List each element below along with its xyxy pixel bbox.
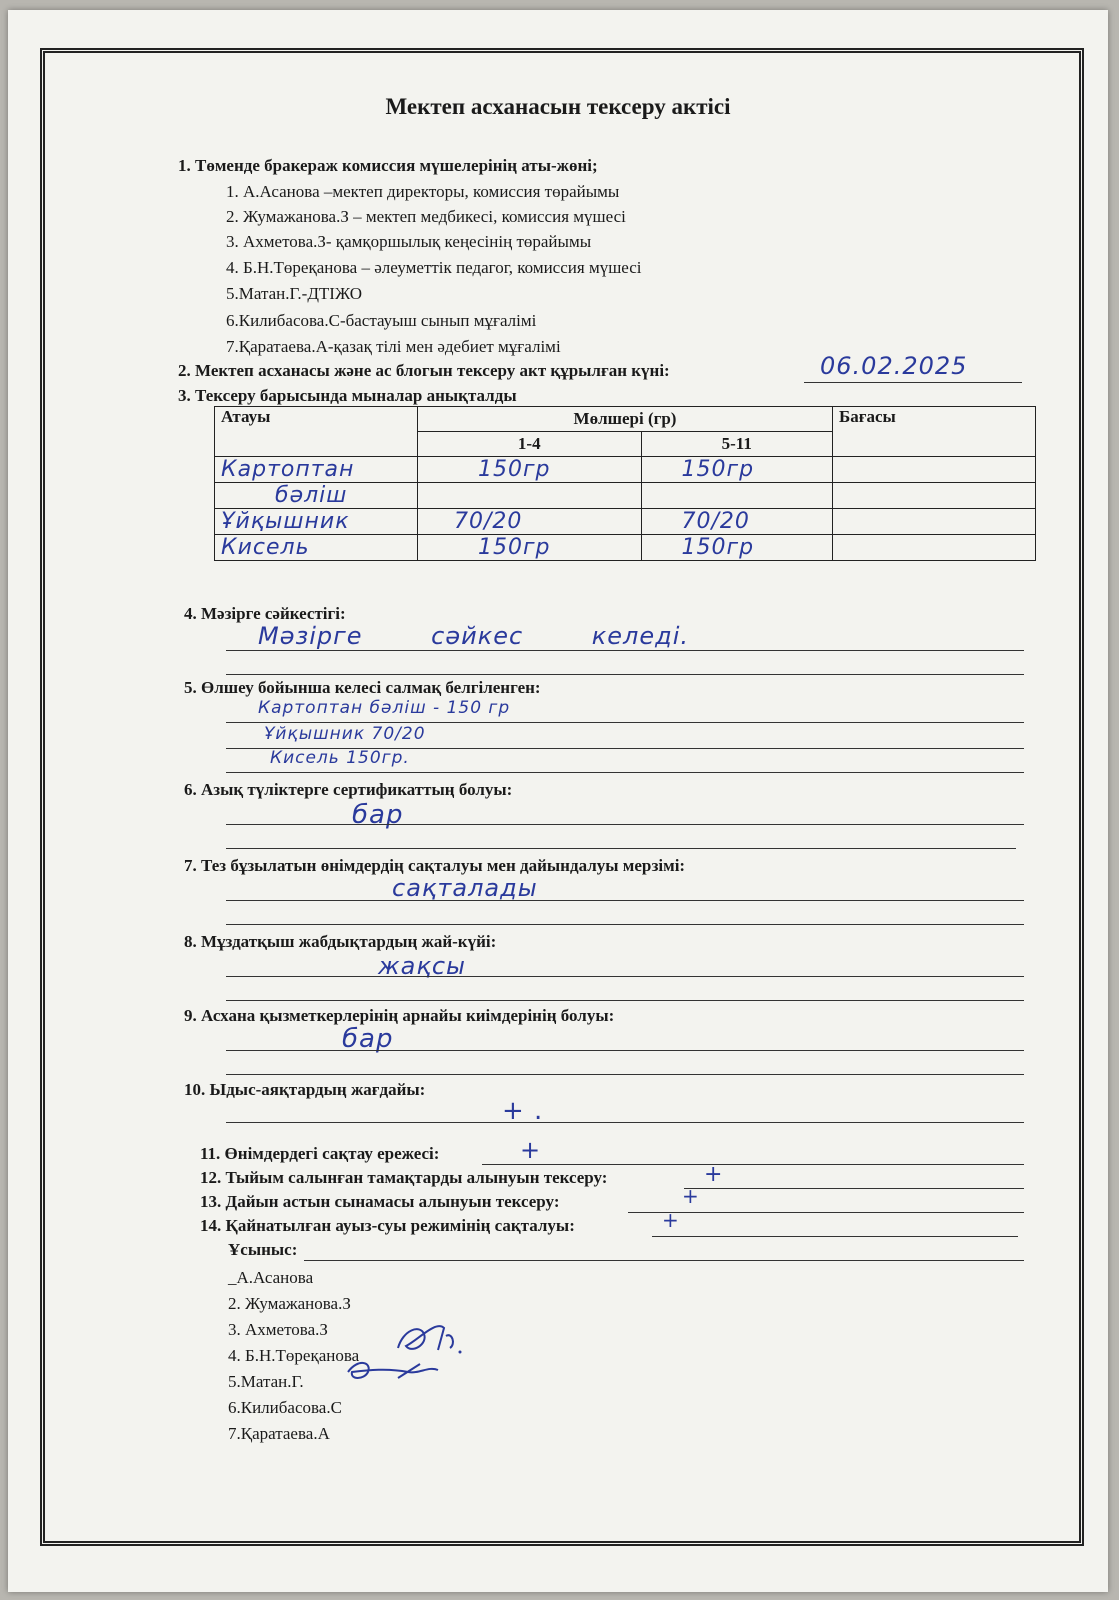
answer-rule — [226, 674, 1024, 675]
cell-price — [833, 535, 1036, 561]
answer-rule — [652, 1236, 1018, 1237]
check-13-label: 13. Дайын астын сынамасы алынуын тексеру: — [200, 1192, 560, 1211]
answer-rule — [226, 772, 1024, 773]
handwritten-check: + — [520, 1136, 542, 1164]
cell-5-11: 70/20 — [641, 509, 832, 535]
member-item: 4. Б.Н.Төреқанова – әлеуметтік педагог, комиссия мүшесі — [226, 258, 642, 277]
answer-rule — [226, 1122, 1024, 1123]
page-title: Мектеп асханасын тексеру актісі — [385, 94, 731, 119]
signature-name: _А.Асанова — [228, 1268, 314, 1287]
section9-label: 9. Асхана қызметкерлерінің арнайы киімдерінің болуы: — [184, 1006, 615, 1025]
answer-rule — [226, 1000, 1024, 1001]
member-item: 2. Жумажанова.З – мектеп медбикесі, комиссия мүшесі — [226, 207, 626, 226]
section8-label: 8. Мұздатқыш жабдықтардың жай-күйі: — [184, 932, 497, 951]
section3-label: 3. Тексеру барысында мыналар анықталды — [178, 386, 517, 405]
table-row — [215, 483, 1036, 509]
section10-label: 10. Ыдыс-аяқтардың жағдайы: — [184, 1080, 426, 1099]
answer-rule — [226, 1074, 1024, 1075]
signature-name: 7.Қаратаева.А — [228, 1424, 330, 1443]
section4-label: 4. Мәзірге сәйкестігі: — [184, 604, 346, 623]
member-item: 1. А.Асанова –мектеп директоры, комиссия төрайымы — [226, 182, 620, 201]
cell-name: Картоптан — [215, 457, 418, 483]
handwritten-weight: Ұйқышник 70/20 — [264, 724, 426, 744]
document-sheet — [8, 10, 1108, 1592]
cell-price — [833, 457, 1036, 483]
cell-1-4: 70/20 — [418, 509, 642, 535]
answer-rule — [226, 722, 1024, 723]
answer-rule — [304, 1260, 1024, 1261]
handwritten-answer: Мәзірге сәйкес келеді. — [258, 622, 690, 650]
date-rule — [804, 382, 1022, 383]
signature-name: 5.Матан.Г. — [228, 1372, 304, 1391]
check-12-label: 12. Тыйым салынған тамақтарды алынуын тексеру: — [200, 1168, 608, 1187]
header-grade-1-4: 1-4 — [418, 432, 642, 457]
cell-price — [833, 509, 1036, 535]
cell-1-4: 150гр — [418, 535, 642, 561]
answer-rule — [226, 824, 1024, 825]
answer-rule — [226, 650, 1024, 651]
cell-5-11: 150гр — [641, 535, 832, 561]
cell-1-4: 150гр — [418, 457, 642, 483]
handwritten-weight: Кисель 150гр. — [270, 748, 410, 768]
answer-rule — [226, 976, 1024, 977]
section2-label: 2. Мектеп асханасы және ас блогын тексеру акт құрылған күні: — [178, 361, 670, 380]
recommendation-label: Ұсыныс: — [228, 1240, 298, 1259]
handwritten-answer: бар — [342, 1024, 394, 1054]
signature-name: 2. Жумажанова.З — [228, 1294, 351, 1313]
member-item: 6.Килибасова.С-бастауыш сынып мұғалімі — [226, 311, 537, 330]
section6-label: 6. Азық түліктерге сертификаттың болуы: — [184, 780, 513, 799]
check-11-label: 11. Өнімдердегі сақтау ережесі: — [200, 1144, 440, 1163]
answer-rule — [226, 900, 1024, 901]
section7-label: 7. Тез бұзылатын өнімдердің сақталуы мен дайындалуы мерзімі: — [184, 856, 686, 875]
table-row — [215, 457, 1036, 483]
handwritten-check: + — [682, 1184, 700, 1208]
answer-rule — [226, 924, 1024, 925]
handwritten-answer: + . — [502, 1096, 544, 1126]
header-name: Атауы — [215, 407, 418, 457]
handwritten-answer: сақталады — [392, 874, 538, 902]
check-14-label: 14. Қайнатылған ауыз-суы режимінің сақталуы: — [200, 1216, 575, 1235]
section1-heading: 1. Төменде бракераж комиссия мүшелерінің аты-жөні; — [178, 156, 598, 175]
cell-1-4 — [418, 483, 642, 509]
cell-name: Ұйқышник — [215, 509, 418, 535]
section5-label: 5. Өлшеу бойынша келесі салмақ белгіленген: — [184, 678, 541, 697]
cell-name: Кисель — [215, 535, 418, 561]
handwritten-answer: бар — [352, 800, 404, 830]
handwritten-check: + — [662, 1208, 680, 1232]
signature-name: 3. Ахметова.З — [228, 1320, 328, 1339]
handwritten-date: 06.02.2025 — [820, 352, 968, 380]
answer-rule — [628, 1212, 1024, 1213]
signature-name: 6.Килибасова.С — [228, 1398, 342, 1417]
table-row — [215, 509, 1036, 535]
member-item: 5.Матан.Г.-ДТІЖО — [226, 284, 363, 303]
member-item: 3. Ахметова.З- қамқоршылық кеңесінің төрайымы — [226, 232, 592, 251]
handwritten-signature — [328, 1310, 478, 1400]
answer-rule — [226, 848, 1016, 849]
signature-name: 4. Б.Н.Төреқанова — [228, 1346, 360, 1365]
header-amount: Мөлшері (гр) — [418, 407, 833, 432]
table-row — [215, 535, 1036, 561]
member-item: 7.Қаратаева.А-қазақ тілі мен әдебиет мұғалімі — [226, 337, 561, 356]
cell-5-11: 150гр — [641, 457, 832, 483]
answer-rule — [482, 1164, 1024, 1165]
handwritten-check: + — [704, 1162, 724, 1187]
answer-rule — [684, 1188, 1024, 1189]
header-price: Бағасы — [833, 407, 1036, 457]
inspection-table — [214, 406, 1036, 561]
handwritten-weight: Картоптан бәліш - 150 гр — [258, 698, 511, 718]
handwritten-answer: жақсы — [378, 952, 466, 980]
cell-price — [833, 483, 1036, 509]
cell-5-11 — [641, 483, 832, 509]
answer-rule — [226, 1050, 1024, 1051]
header-grade-5-11: 5-11 — [641, 432, 832, 457]
cell-name: бәліш — [215, 483, 418, 509]
